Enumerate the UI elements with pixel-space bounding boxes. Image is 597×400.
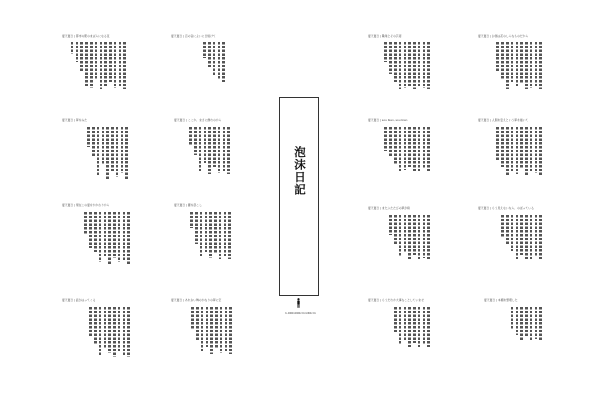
essay-title: 夏天夏日 | 本棚を整理した (484, 298, 518, 302)
essay-title: 夏天夏日 | 現在この夏をかかわりから (62, 203, 110, 207)
essay-title: 夏天夏日 | sou bien, sou bien (368, 118, 408, 122)
essay-title: 夏天夏日 | 夢をみた (62, 118, 88, 122)
essay-text-block (482, 215, 542, 260)
book-title: 泡沫日記 (293, 146, 307, 196)
essay-title: 夏天夏日 | もうだれか大事なことしていませ (368, 298, 424, 302)
essay-text-block (78, 127, 128, 179)
essay-text-block (490, 307, 542, 341)
center-title-box (279, 97, 319, 296)
essay-text-block (375, 42, 430, 89)
essay-title: 夏天夏日 | 百の音によいに日焼けて (171, 34, 216, 38)
essay-title: 夏天夏日 | 人間を変えという夢を描いて (478, 118, 529, 122)
essay-title: 夏天夏日 | 職業とその芸術 (368, 34, 402, 38)
essay-text-block (181, 212, 231, 259)
essay-text-block (72, 307, 130, 357)
essay-title: 夏天夏日 | あれおい舞のかなりの夢に空 (171, 298, 222, 302)
essay-title: 夏天夏日 | お湯は花のしらなものだから (478, 34, 529, 38)
essay-title: 夏天夏日 | 鍵を起こし (174, 203, 202, 207)
essay-text-block (64, 42, 126, 89)
essay-text-block (482, 42, 542, 89)
essay-text-block (372, 127, 430, 172)
essay-text-block (482, 127, 542, 175)
person-scale-icon (296, 298, 301, 308)
essay-title: 夏天夏日 | 都市の駅のまばらになる夜 (62, 34, 110, 38)
essay-text-block (375, 215, 430, 260)
essay-title: 夏天夏日 | もう見えないなら、のぼっている (478, 206, 534, 210)
essay-title: 夏天夏日 | 話がはってくる (62, 298, 96, 302)
essay-title: 夏天夏日 | ここか、まさに飾れのから (174, 118, 222, 122)
essay-text-block (378, 307, 430, 347)
dimension-caption: 1.000.000cm×60cm (285, 311, 316, 315)
essay-title: 夏天夏日 | またふたたびの夢が時 (368, 206, 410, 210)
essay-text-block (180, 127, 230, 174)
essay-text-block (180, 307, 232, 354)
essay-text-block (197, 42, 225, 82)
essay-text-block (68, 212, 130, 264)
